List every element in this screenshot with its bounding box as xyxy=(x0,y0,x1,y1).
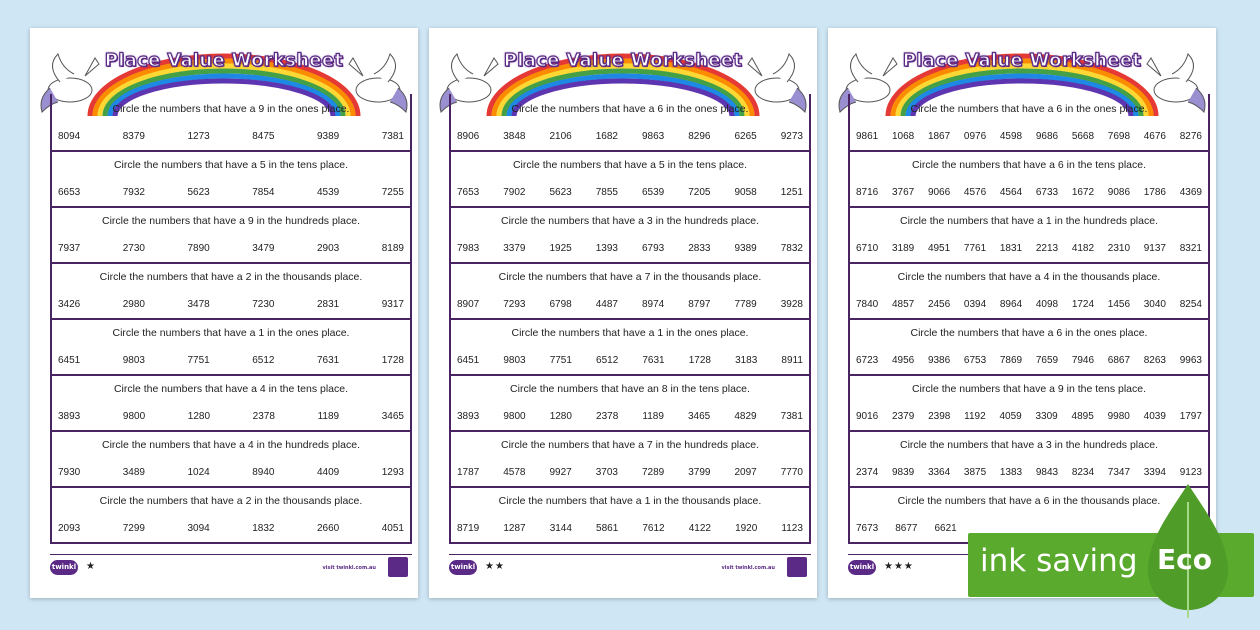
number[interactable]: 1123 xyxy=(781,523,803,534)
number-list xyxy=(457,131,803,142)
number[interactable]: 1832 xyxy=(252,523,275,534)
number-list xyxy=(856,467,1202,478)
twinkl-logo: twinkl xyxy=(449,560,477,575)
question-row xyxy=(850,150,1208,208)
quality-badge-icon xyxy=(388,557,408,577)
number[interactable]: 2660 xyxy=(317,523,340,534)
number[interactable]: 7631 xyxy=(317,355,340,366)
number[interactable]: 1273 xyxy=(187,131,210,142)
number[interactable]: 7673 xyxy=(856,523,879,534)
number[interactable]: 3094 xyxy=(187,523,210,534)
number[interactable]: 4039 xyxy=(1143,411,1166,422)
number[interactable]: 9123 xyxy=(1179,467,1202,478)
number[interactable]: 7751 xyxy=(549,355,572,366)
number[interactable]: 3364 xyxy=(927,467,951,478)
number[interactable]: 8475 xyxy=(252,131,275,142)
number[interactable]: 0976 xyxy=(963,131,987,142)
number[interactable]: 2310 xyxy=(1107,243,1131,254)
number-list xyxy=(58,131,404,142)
number[interactable]: 2831 xyxy=(317,299,340,310)
number[interactable]: 7946 xyxy=(1071,355,1095,366)
number[interactable]: 5623 xyxy=(187,187,210,198)
worksheet-2 xyxy=(429,28,817,598)
number[interactable]: 1024 xyxy=(187,467,210,478)
number[interactable]: 8907 xyxy=(457,299,480,310)
number[interactable]: 2106 xyxy=(549,131,572,142)
question-text: Circle the numbers that have a 6 in the tens place. xyxy=(911,159,1147,171)
number[interactable]: 7770 xyxy=(780,467,803,478)
number[interactable]: 7854 xyxy=(252,187,275,198)
number[interactable]: 8974 xyxy=(642,299,665,310)
question-text: Circle the numbers that have a 1 in the ones place. xyxy=(511,327,749,339)
number[interactable]: 7751 xyxy=(187,355,210,366)
number[interactable]: 7255 xyxy=(381,187,404,198)
question-box xyxy=(50,94,412,544)
question-text: Circle the numbers that have a 5 in the tens place. xyxy=(512,159,748,171)
number[interactable]: 9086 xyxy=(1107,187,1131,198)
number[interactable]: 3848 xyxy=(503,131,526,142)
number[interactable]: 8321 xyxy=(1179,243,1202,254)
number[interactable]: 9861 xyxy=(856,131,879,142)
number[interactable]: 4098 xyxy=(1035,299,1059,310)
number-list xyxy=(58,523,404,534)
number-list xyxy=(856,411,1202,422)
number[interactable]: 6733 xyxy=(1035,187,1059,198)
number[interactable]: 9800 xyxy=(122,411,146,422)
number[interactable]: 7289 xyxy=(642,467,665,478)
number[interactable]: 8234 xyxy=(1071,467,1095,478)
question-text: Circle the numbers that have a 9 in the ones place. xyxy=(112,103,350,115)
number[interactable]: 0394 xyxy=(963,299,987,310)
eco-label: Eco xyxy=(1157,543,1212,576)
difficulty-stars: ★ xyxy=(86,561,96,572)
number[interactable]: 7381 xyxy=(381,131,404,142)
number[interactable]: 4829 xyxy=(734,411,757,422)
number[interactable]: 9843 xyxy=(1035,467,1059,478)
number[interactable]: 1672 xyxy=(1071,187,1095,198)
number[interactable]: 9803 xyxy=(503,355,526,366)
number[interactable]: 7789 xyxy=(734,299,757,310)
number[interactable]: 3479 xyxy=(252,243,275,254)
number[interactable]: 4857 xyxy=(891,299,915,310)
number[interactable]: 9137 xyxy=(1143,243,1166,254)
question-text: Circle the numbers that have a 7 in the thousands place. xyxy=(498,271,762,283)
number[interactable]: 7937 xyxy=(58,243,81,254)
question-text: Circle the numbers that have a 6 in the ones place. xyxy=(910,103,1148,115)
question-box xyxy=(848,94,1210,544)
number[interactable]: 3426 xyxy=(58,299,81,310)
number[interactable]: 1251 xyxy=(780,187,803,198)
question-row xyxy=(850,94,1208,152)
number[interactable]: 1682 xyxy=(595,131,618,142)
question-row xyxy=(52,262,410,320)
number[interactable]: 7761 xyxy=(963,243,987,254)
number[interactable]: 8911 xyxy=(781,355,803,366)
number[interactable]: 7902 xyxy=(503,187,526,198)
question-text: Circle the numbers that have a 2 in the thousands place. xyxy=(99,271,363,283)
number[interactable]: 8094 xyxy=(58,131,81,142)
number[interactable]: 1287 xyxy=(503,523,526,534)
question-row xyxy=(451,318,809,376)
question-row xyxy=(451,150,809,208)
number[interactable]: 9686 xyxy=(1035,131,1059,142)
number[interactable]: 2833 xyxy=(688,243,711,254)
number-list xyxy=(856,187,1202,198)
number[interactable]: 5623 xyxy=(549,187,572,198)
question-box xyxy=(449,94,811,544)
number-list xyxy=(856,299,1202,310)
number[interactable]: 4487 xyxy=(595,299,618,310)
number[interactable]: 7890 xyxy=(187,243,210,254)
number[interactable]: 7631 xyxy=(642,355,665,366)
number[interactable]: 1189 xyxy=(642,411,664,422)
number[interactable]: 7832 xyxy=(780,243,803,254)
number[interactable]: 1280 xyxy=(549,411,572,422)
number-list xyxy=(58,411,404,422)
number[interactable]: 7932 xyxy=(122,187,145,198)
number[interactable]: 4895 xyxy=(1071,411,1094,422)
question-row xyxy=(52,318,410,376)
number[interactable]: 1293 xyxy=(381,467,404,478)
number[interactable]: 4122 xyxy=(688,523,711,534)
number[interactable]: 1724 xyxy=(1071,299,1095,310)
question-row xyxy=(850,374,1208,432)
question-text: Circle the numbers that have a 6 in the ones place. xyxy=(511,103,749,115)
number[interactable]: 6653 xyxy=(58,187,81,198)
question-text: Circle the numbers that have a 6 in the ones place. xyxy=(910,327,1148,339)
number[interactable]: 7347 xyxy=(1107,467,1131,478)
number[interactable]: 3928 xyxy=(780,299,803,310)
number-list xyxy=(58,243,404,254)
number[interactable]: 4576 xyxy=(963,187,987,198)
number[interactable]: 8964 xyxy=(999,299,1023,310)
number[interactable]: 6451 xyxy=(58,355,81,366)
worksheet-1 xyxy=(30,28,418,598)
number[interactable]: 1728 xyxy=(688,355,711,366)
number[interactable]: 7293 xyxy=(503,299,526,310)
number-list xyxy=(58,299,404,310)
number[interactable]: 1831 xyxy=(999,243,1023,254)
question-row xyxy=(52,150,410,208)
number-list xyxy=(457,467,803,478)
number-list xyxy=(58,187,404,198)
question-text: Circle the numbers that have a 7 in the hundreds place. xyxy=(501,439,759,451)
number[interactable]: 6793 xyxy=(642,243,665,254)
number[interactable]: 1925 xyxy=(549,243,572,254)
number[interactable]: 2398 xyxy=(928,411,951,422)
number[interactable]: 2379 xyxy=(892,411,915,422)
difficulty-stars: ★★★ xyxy=(884,561,914,572)
number[interactable]: 9066 xyxy=(927,187,951,198)
number[interactable]: 1393 xyxy=(595,243,618,254)
number[interactable]: 2378 xyxy=(596,411,619,422)
question-text: Circle the numbers that have a 4 in the hundreds place. xyxy=(102,439,360,451)
number[interactable]: 4182 xyxy=(1071,243,1095,254)
number[interactable]: 1797 xyxy=(1179,411,1202,422)
number[interactable]: 3394 xyxy=(1143,467,1166,478)
number[interactable]: 3040 xyxy=(1143,299,1166,310)
number[interactable]: 1728 xyxy=(381,355,404,366)
question-row xyxy=(52,374,410,432)
footer-url: visit twinkl.com.au xyxy=(322,565,376,571)
question-text: Circle the numbers that have a 5 in the tens place. xyxy=(113,159,349,171)
number[interactable]: 2980 xyxy=(122,299,145,310)
twinkl-logo: twinkl xyxy=(50,560,78,575)
question-row xyxy=(451,206,809,264)
number[interactable]: 2903 xyxy=(317,243,340,254)
question-row xyxy=(52,94,410,152)
number[interactable]: 5861 xyxy=(596,523,619,534)
question-row xyxy=(52,430,410,488)
difficulty-stars: ★★ xyxy=(485,561,505,572)
number[interactable]: 8276 xyxy=(1179,131,1202,142)
question-text: Circle the numbers that have a 4 in the thousands place. xyxy=(897,271,1161,283)
number[interactable]: 5668 xyxy=(1071,131,1095,142)
number[interactable]: 4539 xyxy=(317,187,340,198)
number[interactable]: 2730 xyxy=(122,243,145,254)
number[interactable]: 4676 xyxy=(1143,131,1166,142)
number[interactable]: 9273 xyxy=(780,131,803,142)
number-list xyxy=(457,187,803,198)
number[interactable]: 3183 xyxy=(735,355,758,366)
number[interactable]: 6798 xyxy=(549,299,572,310)
number-list xyxy=(457,299,803,310)
number[interactable]: 7698 xyxy=(1107,131,1131,142)
twinkl-logo: twinkl xyxy=(848,560,876,575)
number[interactable]: 7653 xyxy=(457,187,480,198)
number[interactable]: 3189 xyxy=(891,243,915,254)
number[interactable]: 8797 xyxy=(688,299,711,310)
number[interactable]: 2213 xyxy=(1035,243,1059,254)
number[interactable]: 6265 xyxy=(734,131,757,142)
number[interactable]: 3767 xyxy=(891,187,915,198)
number[interactable]: 9386 xyxy=(927,355,951,366)
number[interactable]: 7983 xyxy=(457,243,480,254)
number[interactable]: 3489 xyxy=(122,467,145,478)
number[interactable]: 6512 xyxy=(596,355,619,366)
number[interactable]: 8189 xyxy=(381,243,404,254)
question-row xyxy=(850,430,1208,488)
number[interactable]: 2378 xyxy=(252,411,275,422)
number[interactable]: 2093 xyxy=(58,523,81,534)
question-text: Circle the numbers that have a 1 in the hundreds place. xyxy=(900,215,1158,227)
footer-url: visit twinkl.com.au xyxy=(721,565,775,571)
number[interactable]: 6710 xyxy=(856,243,879,254)
number[interactable]: 6539 xyxy=(642,187,665,198)
worksheet-title: Place Value Worksheet xyxy=(902,50,1142,71)
number[interactable]: 6867 xyxy=(1107,355,1131,366)
number[interactable]: 3379 xyxy=(503,243,526,254)
question-row xyxy=(451,262,809,320)
number[interactable]: 7205 xyxy=(688,187,711,198)
number[interactable]: 4409 xyxy=(317,467,340,478)
number[interactable]: 7840 xyxy=(856,299,879,310)
ink-saving-label: ink saving xyxy=(980,543,1138,579)
question-text: Circle the numbers that have a 9 in the hundreds place. xyxy=(102,215,360,227)
question-row xyxy=(451,430,809,488)
number[interactable]: 6723 xyxy=(856,355,879,366)
number[interactable]: 4951 xyxy=(927,243,951,254)
number[interactable]: 1787 xyxy=(457,467,480,478)
number[interactable]: 1786 xyxy=(1143,187,1166,198)
number-list xyxy=(457,243,803,254)
number[interactable]: 7299 xyxy=(122,523,145,534)
number[interactable]: 7869 xyxy=(999,355,1023,366)
number[interactable]: 8254 xyxy=(1179,299,1202,310)
number[interactable]: 9863 xyxy=(642,131,665,142)
number[interactable]: 9800 xyxy=(503,411,526,422)
number[interactable]: 8716 xyxy=(856,187,879,198)
number[interactable]: 7612 xyxy=(642,523,665,534)
number[interactable]: 1383 xyxy=(999,467,1023,478)
question-text: Circle the numbers that have a 6 in the thousands place. xyxy=(897,495,1161,507)
number[interactable]: 7855 xyxy=(595,187,618,198)
number[interactable]: 1189 xyxy=(317,411,340,422)
number[interactable]: 4564 xyxy=(999,187,1023,198)
number[interactable]: 4578 xyxy=(503,467,526,478)
number[interactable]: 3875 xyxy=(963,467,987,478)
number[interactable]: 4956 xyxy=(891,355,915,366)
number[interactable]: 8677 xyxy=(895,523,918,534)
number[interactable]: 9389 xyxy=(734,243,757,254)
number[interactable]: 1920 xyxy=(735,523,758,534)
number[interactable]: 3465 xyxy=(381,411,404,422)
number[interactable]: 9058 xyxy=(734,187,757,198)
number[interactable]: 1867 xyxy=(927,131,951,142)
number-list xyxy=(457,355,803,366)
quality-badge-icon xyxy=(787,557,807,577)
number[interactable]: 3703 xyxy=(595,467,618,478)
number[interactable]: 2097 xyxy=(734,467,757,478)
number[interactable]: 9839 xyxy=(891,467,915,478)
number[interactable]: 8719 xyxy=(457,523,480,534)
number[interactable]: 9317 xyxy=(381,299,404,310)
number-list xyxy=(856,355,1202,366)
number[interactable]: 9803 xyxy=(122,355,145,366)
number[interactable]: 3309 xyxy=(1035,411,1058,422)
question-text: Circle the numbers that have an 8 in the tens place. xyxy=(510,383,750,395)
question-row xyxy=(850,262,1208,320)
question-text: Circle the numbers that have a 1 in the thousands place. xyxy=(498,495,762,507)
number[interactable]: 1456 xyxy=(1107,299,1131,310)
number[interactable]: 7659 xyxy=(1035,355,1059,366)
number[interactable]: 4059 xyxy=(999,411,1022,422)
number[interactable]: 8296 xyxy=(688,131,711,142)
number-list xyxy=(856,131,1202,142)
number[interactable]: 6753 xyxy=(963,355,987,366)
number[interactable]: 6451 xyxy=(457,355,480,366)
number[interactable]: 9389 xyxy=(317,131,340,142)
number[interactable]: 3893 xyxy=(457,411,480,422)
question-text: Circle the numbers that have a 2 in the thousands place. xyxy=(99,495,363,507)
number[interactable]: 3478 xyxy=(187,299,210,310)
number-list xyxy=(457,411,803,422)
question-row xyxy=(52,486,410,542)
number[interactable]: 9963 xyxy=(1179,355,1202,366)
number[interactable]: 3144 xyxy=(549,523,572,534)
question-text: Circle the numbers that have a 4 in the tens place. xyxy=(113,383,349,395)
number[interactable]: 2374 xyxy=(856,467,879,478)
number[interactable]: 6621 xyxy=(934,523,957,534)
number[interactable]: 3465 xyxy=(687,411,711,422)
question-row xyxy=(850,318,1208,376)
question-row xyxy=(52,206,410,264)
question-text: Circle the numbers that have a 9 in the tens place. xyxy=(911,383,1147,395)
number[interactable]: 1192 xyxy=(964,411,986,422)
number[interactable]: 9980 xyxy=(1107,411,1130,422)
number[interactable]: 3799 xyxy=(688,467,711,478)
question-text: Circle the numbers that have a 1 in the ones place. xyxy=(112,327,350,339)
number[interactable]: 6512 xyxy=(252,355,275,366)
number[interactable]: 3893 xyxy=(58,411,81,422)
question-row xyxy=(451,486,809,542)
number[interactable]: 9927 xyxy=(549,467,572,478)
number[interactable]: 8263 xyxy=(1143,355,1166,366)
number[interactable]: 4051 xyxy=(381,523,404,534)
number[interactable]: 1068 xyxy=(891,131,915,142)
number[interactable]: 8906 xyxy=(457,131,480,142)
number-list xyxy=(457,523,803,534)
worksheet-footer xyxy=(449,554,811,581)
number[interactable]: 4598 xyxy=(999,131,1023,142)
number[interactable]: 7381 xyxy=(780,411,803,422)
number[interactable]: 7230 xyxy=(252,299,275,310)
worksheet-title: Place Value Worksheet xyxy=(503,50,743,71)
number-list xyxy=(58,467,404,478)
worksheet-title: Place Value Worksheet xyxy=(104,50,344,71)
question-row xyxy=(451,94,809,152)
number[interactable]: 2456 xyxy=(927,299,951,310)
number[interactable]: 9016 xyxy=(856,411,879,422)
number[interactable]: 8379 xyxy=(122,131,145,142)
number-list xyxy=(856,243,1202,254)
question-text: Circle the numbers that have a 3 in the hundreds place. xyxy=(900,439,1158,451)
number[interactable]: 7930 xyxy=(58,467,81,478)
number-list xyxy=(58,355,404,366)
worksheet-footer xyxy=(50,554,412,581)
question-row xyxy=(451,374,809,432)
number[interactable]: 1280 xyxy=(187,411,211,422)
number[interactable]: 4369 xyxy=(1179,187,1202,198)
question-row xyxy=(850,206,1208,264)
question-text: Circle the numbers that have a 3 in the hundreds place. xyxy=(501,215,759,227)
number[interactable]: 8940 xyxy=(252,467,275,478)
